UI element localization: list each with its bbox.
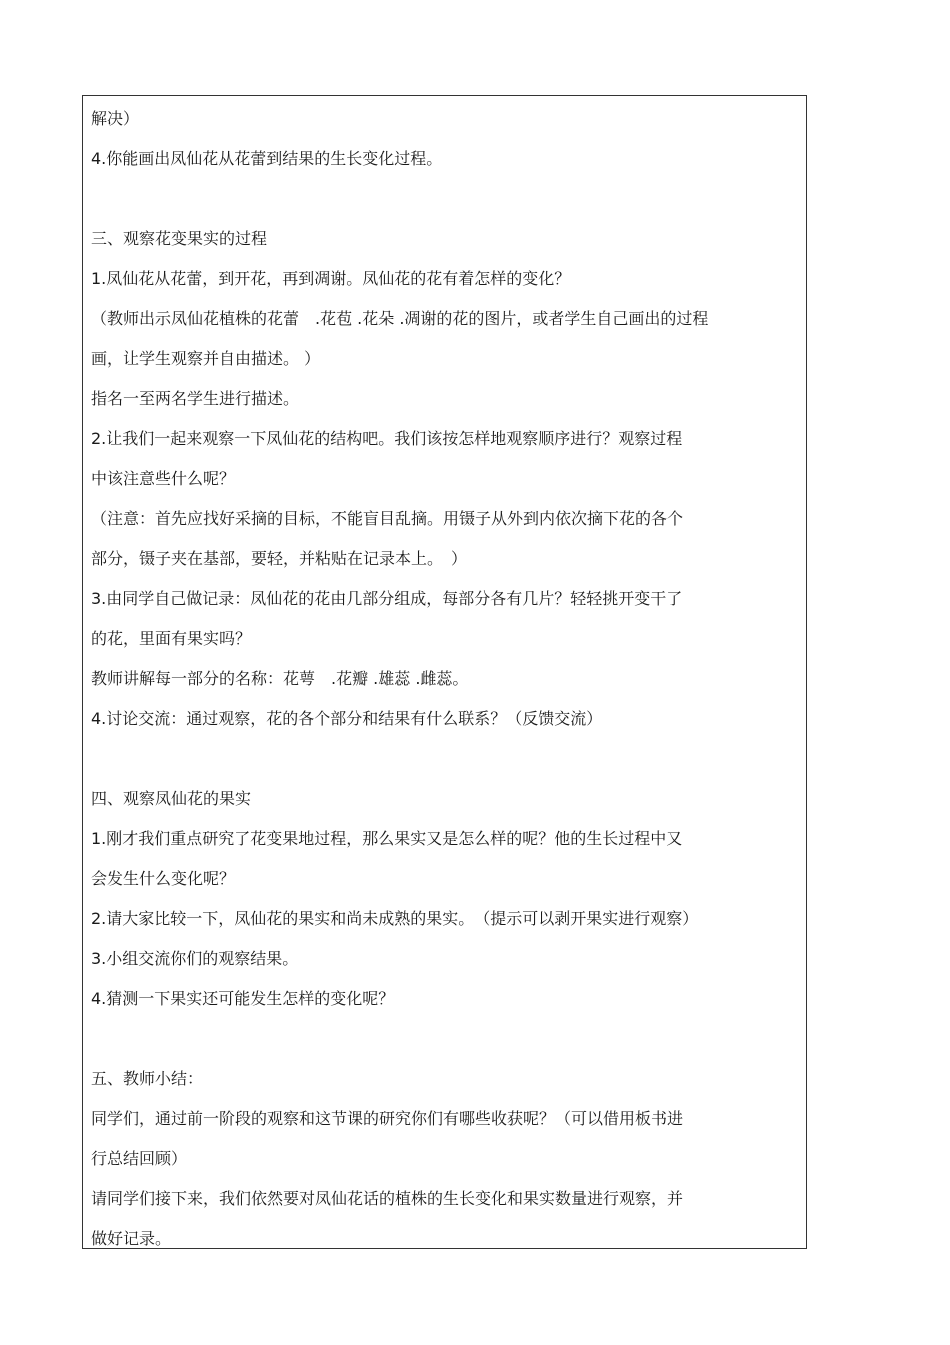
section-heading-4: 四、观察凤仙花的果实 (91, 789, 252, 808)
text-line-s3-2-note: （注意：首先应找好采摘的目标，不能盲目乱摘。用镊子从外到内依次摘下花的各个 (91, 509, 684, 528)
text-line-s3-2-note-cont: 部分，镊子夹在基部，要轻，并粘贴在记录本上。 ） (91, 549, 468, 568)
text-line-s3-2: 2.让我们一起来观察一下凤仙花的结构吧。我们该按怎样地观察顺序进行？观察过程 (91, 429, 683, 448)
section-heading-3: 三、观察花变果实的过程 (91, 229, 268, 248)
text-line-s3-names: 教师讲解每一部分的名称：花萼 .花瓣 .雄蕊 .雌蕊。 (91, 669, 469, 688)
text-line-s5-2: 请同学们接下来，我们依然要对凤仙花话的植株的生长变化和果实数量进行观察，并 (91, 1189, 684, 1208)
text-line-s4-1-cont: 会发生什么变化呢？ (91, 869, 236, 888)
text-line-s5-1: 同学们，通过前一阶段的观察和这节课的研究你们有哪些收获呢？（可以借用板书进 (91, 1109, 684, 1128)
text-line-step-4-draw: 4.你能画出凤仙花从花蕾到结果的生长变化过程。 (91, 149, 443, 168)
text-line-s5-1-cont: 行总结回顾） (91, 1149, 188, 1168)
text-line-s4-4: 4.猜测一下果实还可能发生怎样的变化呢？ (91, 989, 395, 1008)
text-line-s3-1-note: （教师出示凤仙花植株的花蕾 .花苞 .花朵 .凋谢的花的图片，或者学生自己画出的过程 (91, 309, 709, 328)
text-line-continuation: 解决） (91, 109, 140, 128)
section-heading-5: 五、教师小结： (91, 1069, 204, 1088)
text-line-s3-3-cont: 的花，里面有果实吗？ (91, 629, 252, 648)
text-line-s3-1: 1.凤仙花从花蕾，到开花，再到凋谢。凤仙花的花有着怎样的变化？ (91, 269, 571, 288)
text-line-s4-2: 2.请大家比较一下，凤仙花的果实和尚未成熟的果实。 （提示可以剥开果实进行观察） (91, 909, 699, 928)
text-line-s3-1-describe: 指名一至两名学生进行描述。 (91, 389, 300, 408)
text-line-s3-1-note-cont: 画，让学生观察并自由描述。 ） (91, 349, 321, 368)
lesson-plan-box (82, 95, 807, 1249)
text-line-s4-1: 1.刚才我们重点研究了花变果地过程，那么果实又是怎么样的呢？他的生长过程中又 (91, 829, 683, 848)
text-line-s3-2-cont: 中该注意些什么呢？ (91, 469, 236, 488)
text-line-s3-3: 3.由同学自己做记录：凤仙花的花由几部分组成，每部分各有几片？轻轻挑开变干了 (91, 589, 683, 608)
text-line-s3-4: 4.讨论交流：通过观察，花的各个部分和结果有什么联系？（反馈交流） (91, 709, 603, 728)
text-line-s4-3: 3.小组交流你们的观察结果。 (91, 949, 299, 968)
text-line-s5-2-cont: 做好记录。 (91, 1229, 172, 1248)
